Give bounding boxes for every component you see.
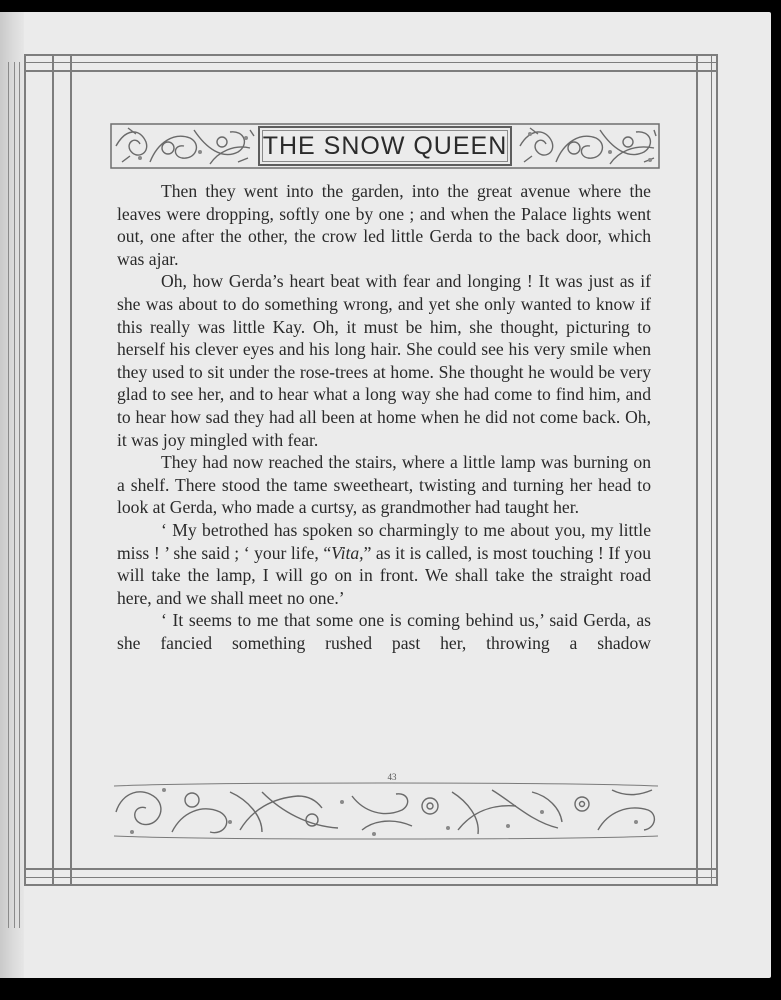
- spine-rule: [8, 62, 9, 928]
- title-cartouche: [258, 126, 512, 166]
- page-number: 43: [387, 772, 397, 782]
- footer-ornament: [112, 782, 660, 840]
- spine-rule: [14, 62, 15, 928]
- paragraph-text: ” as it is called, is most touching ! If you will take the lamp, I will go on in front. We shall take the straight road here, and we shall meet no one.’: [117, 542, 651, 608]
- body-text: [117, 180, 651, 654]
- spine-rule: [19, 62, 20, 928]
- paragraph: ‘ It seems to me that some one is coming behind us,’ said Gerda, as she fancied something rushed past her, throwing a shadow: [117, 610, 651, 653]
- paragraph: They had now reached the stairs, where a little lamp was burning on a shelf. There stood the tame sweetheart, twisting and turning her head to look at Gerda, who made a curtsy, as grandmother had taught her.: [117, 452, 651, 518]
- page-title: THE SNOW QUEEN: [262, 131, 508, 160]
- binding-spine: [0, 12, 24, 978]
- italic-word: Vita,: [331, 542, 364, 563]
- paragraph: [117, 519, 651, 609]
- paragraph-text: ‘ My betrothed has spoken so charmingly to me about you, my little miss ! ’ she said ; ‘ your life, “: [117, 519, 651, 563]
- paragraph: Oh, how Gerda’s heart beat with fear and longing ! It was just as if she was about to do something wrong, and yet she only wanted to know if this really was little Kay. Oh, it must be him, she thought, picturing to herself his clever eyes and his long hair. She could see his very smile when they used to sit under the rose-trees at home. She thought he would be very glad to see her, and to hear what a long way she had come to find him, and to hear how sad they had all been at home when he did not come back. Oh, it was joy mingled with fear.: [117, 271, 651, 450]
- footer-ornament-art: [112, 782, 660, 840]
- header-ornament: [110, 122, 660, 170]
- paragraph: Then they went into the garden, into the great avenue where the leaves were dropping, softly one by one ; and when the Palace lights went out, one after the other, the crow led little Gerda to the back door, which was ajar.: [117, 181, 651, 269]
